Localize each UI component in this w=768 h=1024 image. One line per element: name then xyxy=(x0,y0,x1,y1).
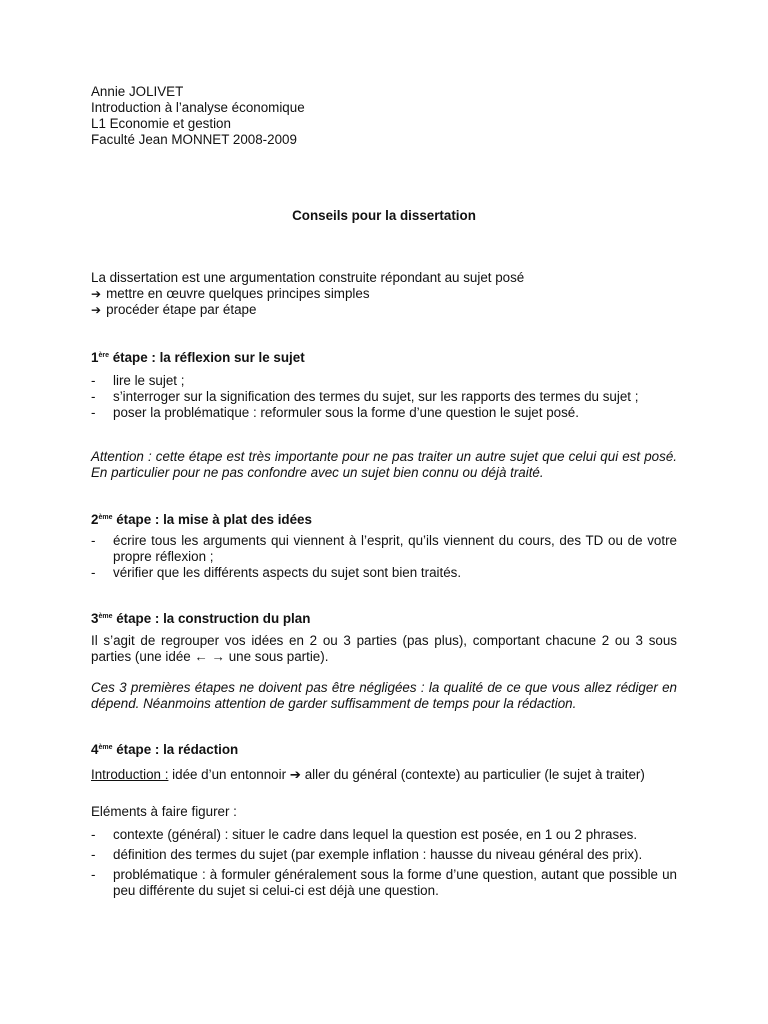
list-item: - contexte (général) : situer le cadre dans lequel la question est posée, en 1 ou 2 phrases. xyxy=(91,827,677,843)
step1-heading: 1ère étape : la réflexion sur le sujet xyxy=(91,350,305,365)
introduction-label: Introduction : xyxy=(91,767,169,782)
intro-point-2: ➔ procéder étape par étape xyxy=(91,302,257,317)
step2-list xyxy=(91,533,677,581)
document-header xyxy=(91,84,305,148)
level-name: L1 Economie et gestion xyxy=(91,116,231,131)
step2-heading: 2ème étape : la mise à plat des idées xyxy=(91,512,312,527)
arrow-right-icon: ➔ xyxy=(91,303,102,317)
list-item: - définition des termes du sujet (par exemple inflation : hausse du niveau général des prix). xyxy=(91,847,677,863)
step3-heading: 3ème étape : la construction du plan xyxy=(91,611,311,626)
step3-note: Ces 3 premières étapes ne doivent pas être négligées : la qualité de ce que vous allez rédiger en dépend. Néanmoins attention de garder suffisamment de temps pour la rédaction. xyxy=(91,680,677,711)
intro-line: La dissertation est une argumentation construite répondant au sujet posé xyxy=(91,270,525,285)
intro-block xyxy=(91,270,677,318)
arrow-right-icon: ➔ xyxy=(91,287,102,301)
step3-paragraph: Il s’agit de regrouper vos idées en 2 ou 3 parties (pas plus), comportant chacune 2 ou 3 sous parties (une idée ← → une sous partie). xyxy=(91,633,677,664)
course-name: Introduction à l’analyse économique xyxy=(91,100,305,115)
list-item: - poser la problématique : reformuler sous la forme d’une question le sujet posé. xyxy=(91,405,677,421)
step1-list xyxy=(91,373,677,421)
step4-heading: 4ème étape : la rédaction xyxy=(91,742,239,757)
author-name: Annie JOLIVET xyxy=(91,84,184,99)
list-item: - lire le sujet ; xyxy=(91,373,677,389)
list-item: - vérifier que les différents aspects du sujet sont bien traités. xyxy=(91,565,677,581)
step4-list xyxy=(91,827,677,899)
document-title: Conseils pour la dissertation xyxy=(292,208,476,223)
elements-label: Eléments à faire figurer : xyxy=(91,804,237,819)
step1-attention: Attention : cette étape est très importante pour ne pas traiter un autre sujet que celui qui est posé. En particulier pour ne pas confondre avec un sujet bien connu ou déjà traité. xyxy=(91,449,677,480)
intro-point-1: ➔ mettre en œuvre quelques principes simples xyxy=(91,286,370,301)
faculty-name: Faculté Jean MONNET 2008-2009 xyxy=(91,132,297,147)
step4-intro: Introduction : idée d’un entonnoir ➔ aller du général (contexte) au particulier (le sujet à traiter) xyxy=(91,767,645,782)
list-item: - écrire tous les arguments qui viennent à l’esprit, qu’ils viennent du cours, des TD ou de votre propre réflexion ; xyxy=(91,533,677,565)
list-item: - s’interroger sur la signification des termes du sujet, sur les rapports des termes du sujet ; xyxy=(91,389,677,405)
list-item: - problématique : à formuler généralement sous la forme d’une question, autant que possible un peu différente du sujet si celui-ci est déjà une question. xyxy=(91,867,677,899)
